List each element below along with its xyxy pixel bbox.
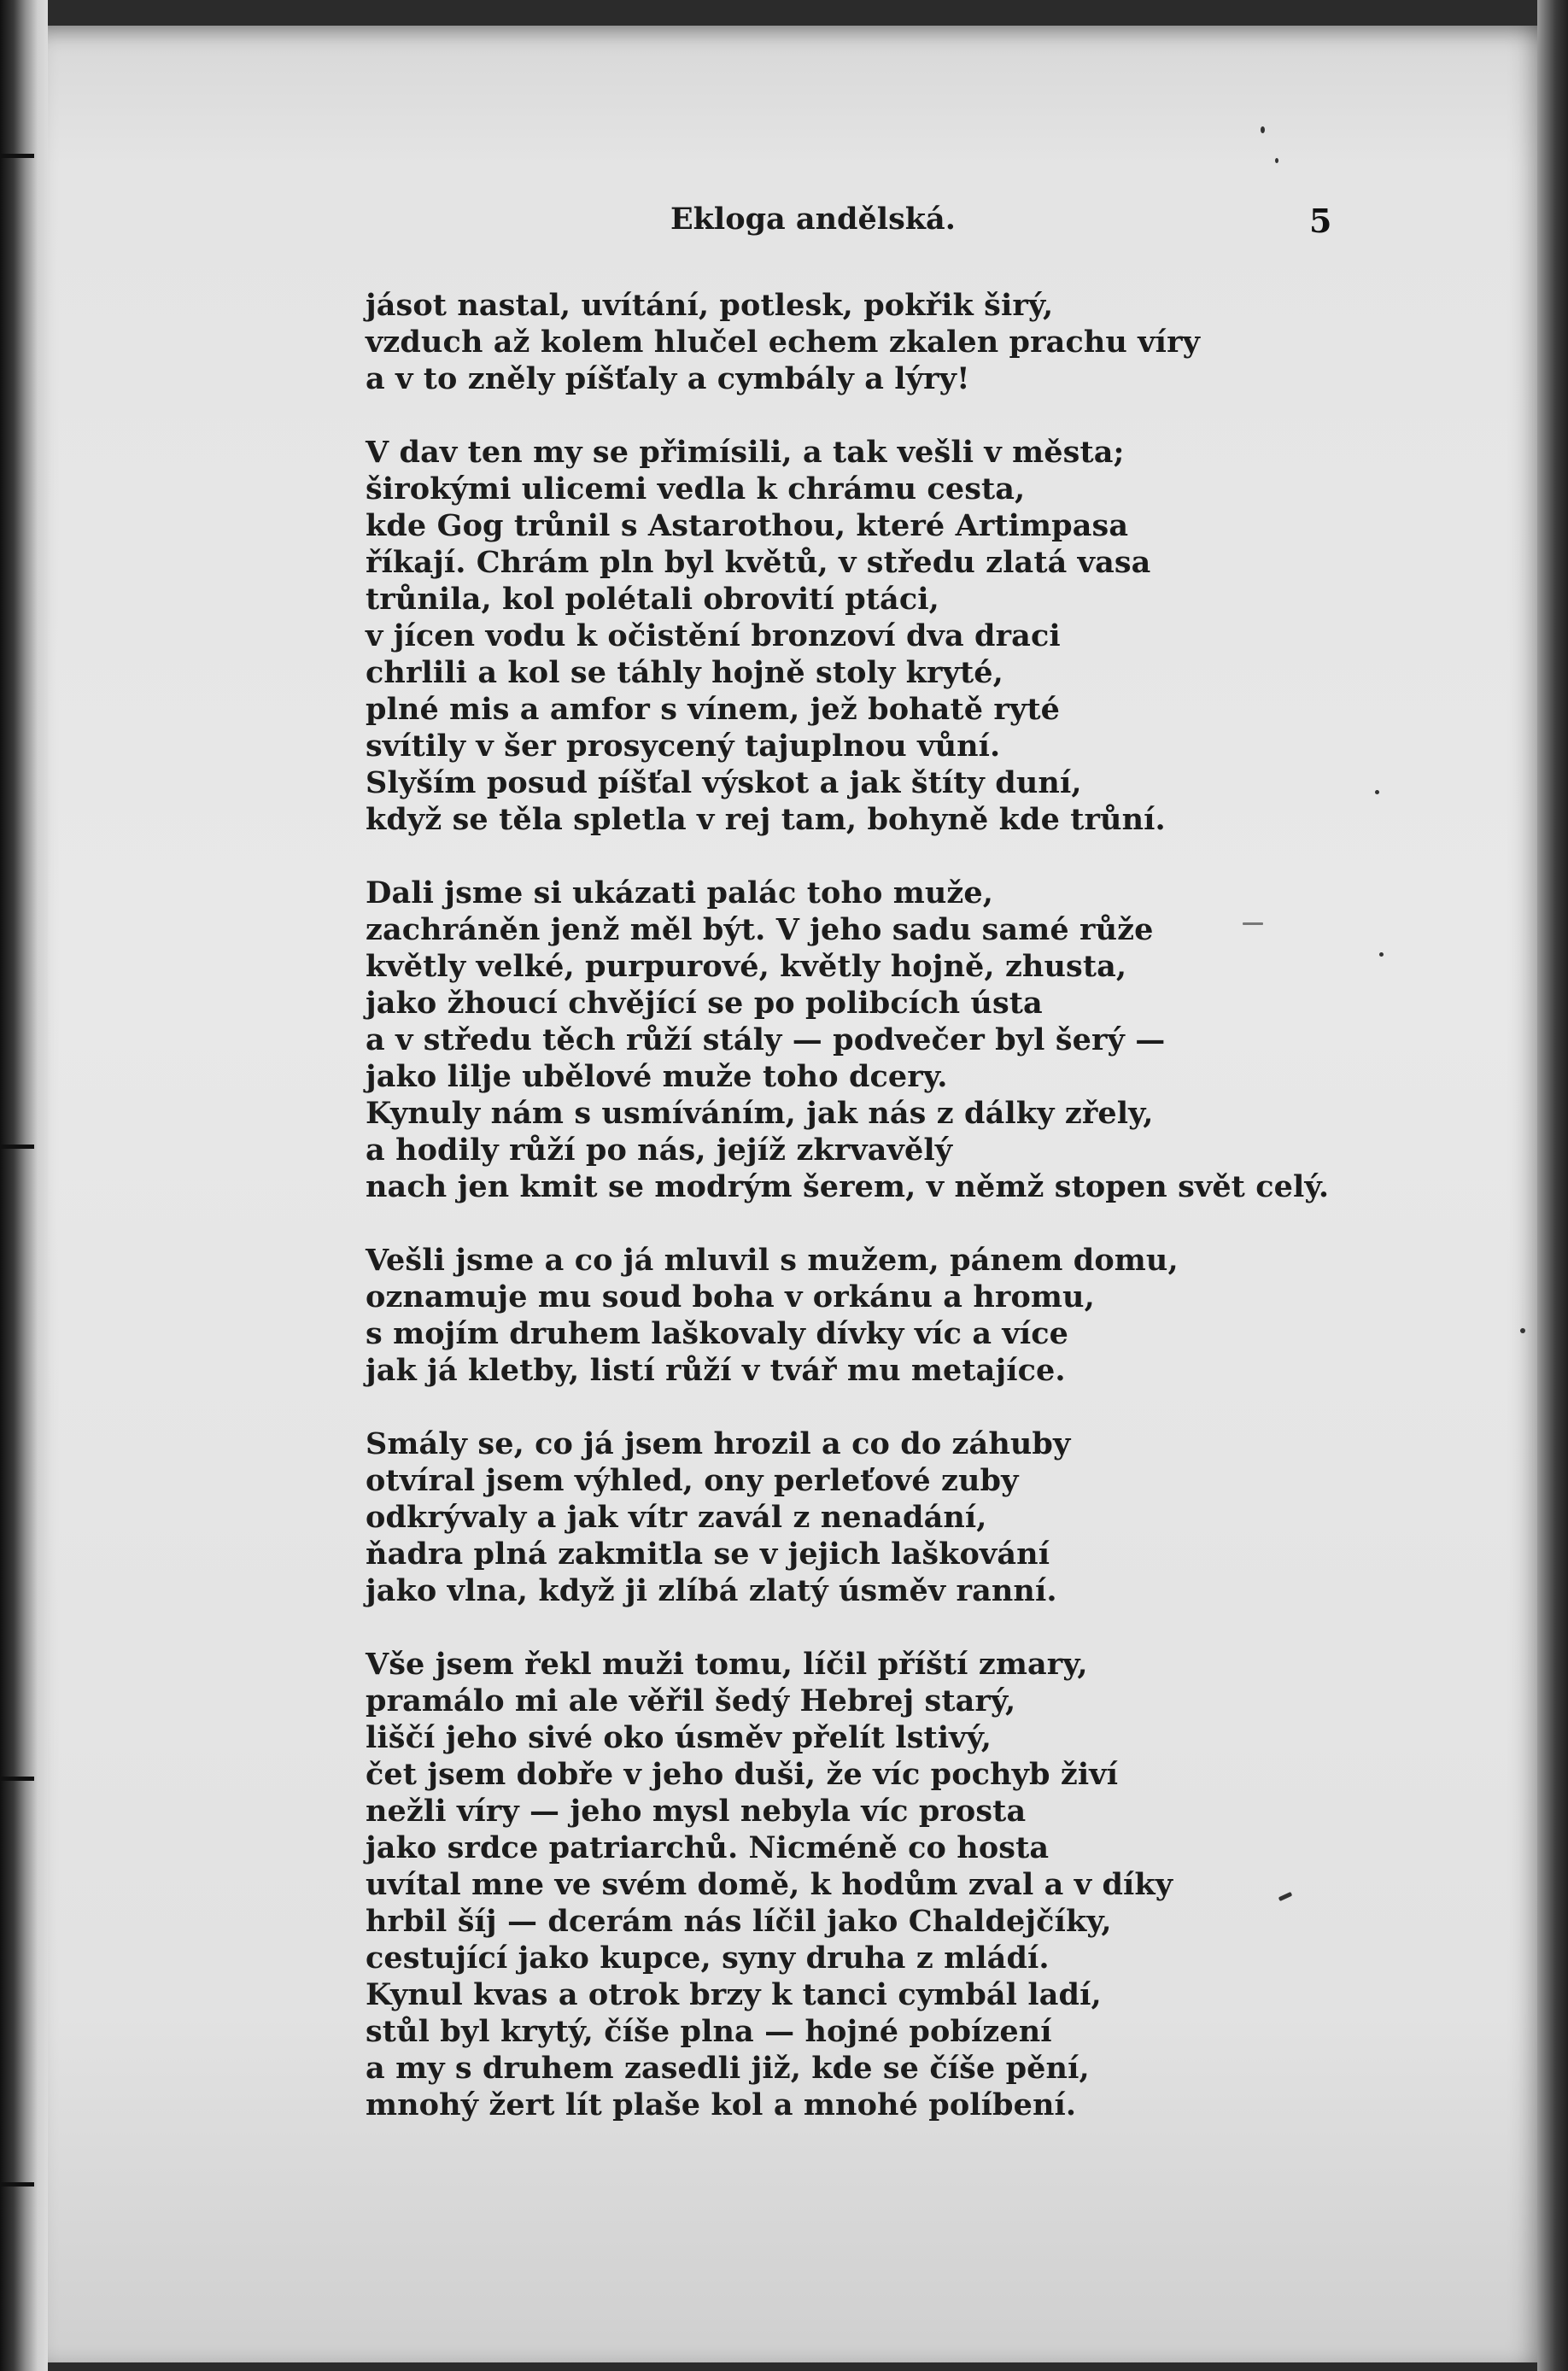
verse-line: trůnila, kol polétali obrovití ptáci,	[366, 582, 939, 617]
binding-mark	[0, 1145, 34, 1149]
verse-line: říkají. Chrám pln byl květů, v středu zlatá vasa	[366, 545, 1151, 580]
verse-line: Vše jsem řekl muži tomu, líčil příští zmary,	[366, 1647, 1088, 1682]
verse-line: kde Gog trůnil s Astarothou, které Artimpasa	[366, 508, 1129, 543]
verse-line: Dali jsme si ukázati palác toho muže,	[366, 875, 994, 910]
poem-body	[366, 287, 1330, 2160]
verse-line: cestující jako kupce, syny druha z mládí.	[366, 1941, 1050, 1976]
verse-line: v jícen vodu k očistění bronzoví dva draci	[366, 618, 1061, 653]
verse-line: jak já kletby, listí růží v tvář mu metajíce.	[366, 1353, 1066, 1388]
verse-line: Kynuly nám s usmíváním, jak nás z dálky zřely,	[366, 1096, 1154, 1131]
verse-line: Slyším posud píšťal výskot a jak štíty duní,	[366, 765, 1082, 800]
verse-line: Smály se, co já jsem hrozil a co do záhuby	[366, 1426, 1071, 1461]
verse-line: nach jen kmit se modrým šerem, v němž stopen svět celý.	[366, 1169, 1330, 1204]
verse-line: oznamuje mu soud boha v orkánu a hromu,	[366, 1279, 1095, 1314]
verse-line: s mojím druhem laškovaly dívky víc a více	[366, 1316, 1069, 1351]
verse-line: jako lilje ubělové muže toho dcery.	[366, 1059, 948, 1094]
scan-speck	[1379, 952, 1384, 957]
verse-line: zachráněn jenž měl být. V jeho sadu samé růže	[366, 912, 1154, 947]
verse-line: V dav ten my se přimísili, a tak vešli v města;	[366, 435, 1125, 470]
verse-line: uvítal mne ve svém domě, k hodům zval a v díky	[366, 1867, 1173, 1902]
binding-mark	[0, 154, 34, 158]
verse-line: jako srdce patriarchů. Nicméně co hosta	[366, 1830, 1050, 1865]
verse-line: odkrývaly a jak vítr zavál z nenadání,	[366, 1500, 987, 1535]
verse-line: chrlili a kol se táhly hojně stoly kryté,	[366, 655, 1003, 690]
stanza	[366, 1646, 1313, 2123]
verse-line: liščí jeho sivé oko úsměv přelít lstivý,	[366, 1720, 992, 1755]
verse-line: jako vlna, když ji zlíbá zlatý úsměv ranní.	[366, 1573, 1057, 1608]
verse-line: když se těla spletla v rej tam, bohyně kde trůní.	[366, 802, 1166, 837]
verse-line: květly velké, purpurové, květly hojně, zhusta,	[366, 949, 1127, 984]
scan-speck	[1243, 922, 1263, 925]
verse-line: hrbil šíj — dcerám nás líčil jako Chaldejčíky,	[366, 1904, 1112, 1939]
verse-line: a v středu těch růží stály — podvečer byl šerý —	[366, 1022, 1166, 1057]
verse-line: stůl byl krytý, číše plna — hojné pobízení	[366, 2014, 1052, 2049]
running-head: Ekloga andělská.	[670, 202, 956, 237]
verse-line: jásot nastal, uvítání, potlesk, pokřik širý,	[366, 288, 1054, 323]
scan-speck	[1520, 1328, 1525, 1333]
verse-line: Vešli jsme a co já mluvil s mužem, pánem domu,	[366, 1243, 1179, 1278]
verse-line: svítily v šer prosycený tajuplnou vůní.	[366, 729, 1001, 764]
verse-line: pramálo mi ale věřil šedý Hebrej starý,	[366, 1683, 1016, 1718]
verse-line: Kynul kvas a otrok brzy k tanci cymbál ladí,	[366, 1977, 1102, 2012]
stanza	[366, 1242, 1313, 1389]
binding-mark	[0, 2182, 34, 2187]
stanza	[366, 875, 1330, 1205]
verse-line: nežli víry — jeho mysl nebyla víc prosta	[366, 1794, 1027, 1829]
scan-speck	[1261, 126, 1265, 133]
verse-line: mnohý žert lít plaše kol a mnohé políbení.	[366, 2087, 1077, 2122]
verse-line: a hodily růží po nás, jejíž zkrvavělý	[366, 1133, 953, 1168]
page-number: 5	[1309, 202, 1332, 240]
stanza	[366, 287, 1313, 397]
stanza	[366, 1426, 1313, 1609]
verse-line: otvíral jsem výhled, ony perleťové zuby	[366, 1463, 1019, 1498]
verse-line: širokými ulicemi vedla k chrámu cesta,	[366, 471, 1026, 506]
book-binding-edge	[0, 0, 48, 2371]
verse-line: čet jsem dobře v jeho duši, že víc pochyb živí	[366, 1757, 1119, 1792]
verse-line: a v to zněly píšťaly a cymbály a lýry!	[366, 361, 970, 396]
stanza	[366, 434, 1313, 838]
binding-mark	[0, 1777, 34, 1781]
scan-speck	[1275, 158, 1278, 163]
verse-line: plné mis a amfor s vínem, jež bohatě ryté	[366, 692, 1060, 727]
scan-speck	[1375, 790, 1379, 794]
verse-line: jako žhoucí chvějící se po polibcích ústa	[366, 986, 1043, 1021]
verse-line: vzduch až kolem hlučel echem zkalen prachu víry	[366, 325, 1201, 360]
verse-line: ňadra plná zakmitla se v jejich laškování	[366, 1537, 1050, 1572]
verse-line: a my s druhem zasedli již, kde se číše pění,	[366, 2051, 1090, 2086]
page-edge-shadow	[1537, 0, 1568, 2371]
